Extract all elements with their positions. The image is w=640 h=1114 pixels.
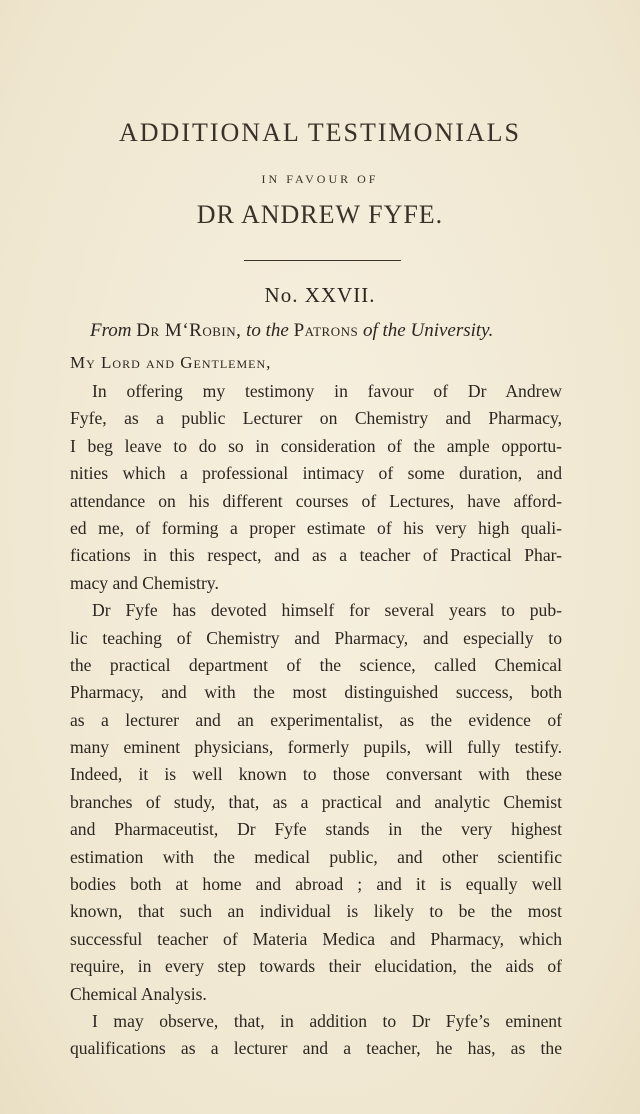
body-line: I may observe, that, in addition to Dr Fyfe’s eminent bbox=[92, 1010, 562, 1031]
body-line: Pharmacy, and with the most distinguished success, both bbox=[70, 682, 562, 703]
body-line: estimation with the medical public, and other scientific bbox=[70, 846, 562, 867]
from-word: From bbox=[90, 320, 132, 341]
recipient-patrons: Patrons bbox=[293, 320, 359, 341]
subject-name: DR ANDREW FYFE. bbox=[196, 200, 444, 229]
body-line: Dr Fyfe has devoted himself for several years to pub- bbox=[92, 600, 562, 621]
document-subtitle: IN FAVOUR OF bbox=[261, 172, 379, 186]
body-line: as a lecturer and an experimentalist, as the evidence of bbox=[70, 709, 562, 730]
author-name: Dr M‘Robin, bbox=[136, 320, 242, 341]
body-line: require, in every step towards their elucidation, the aids of bbox=[70, 956, 562, 977]
body-line: successful teacher of Materia Medica and Pharmacy, which bbox=[70, 928, 562, 949]
body-line: the practical department of the science, called Chemical bbox=[70, 654, 562, 675]
body-line: bodies both at home and abroad ; and it is equally well bbox=[70, 874, 562, 895]
body-line: Fyfe, as a public Lecturer on Chemistry and Pharmacy, bbox=[70, 408, 562, 429]
body-line: lic teaching of Chemistry and Pharmacy, and especially to bbox=[70, 627, 562, 648]
body-line: Chemical Analysis. bbox=[70, 983, 207, 1004]
body-line: nities which a professional intimacy of some duration, and bbox=[70, 463, 562, 484]
body-line: attendance on his different courses of Lectures, have afford- bbox=[70, 490, 562, 511]
letter-body bbox=[70, 378, 562, 1063]
title-divider bbox=[244, 260, 401, 261]
body-line: many eminent physicians, formerly pupils, will fully testify. bbox=[70, 737, 562, 758]
testimonial-number: No. XXVII. bbox=[264, 283, 376, 307]
body-line: and Pharmaceutist, Dr Fyfe stands in the very highest bbox=[70, 819, 562, 840]
body-line: branches of study, that, as a practical and analytic Chemist bbox=[70, 791, 562, 812]
body-line: I beg leave to do so in consideration of the ample opportu- bbox=[70, 435, 562, 456]
body-line: qualifications as a lecturer and a teacher, he has, as the bbox=[70, 1038, 562, 1059]
salutation: My Lord and Gentlemen, bbox=[70, 353, 272, 372]
body-line: Indeed, it is well known to those conversant with these bbox=[70, 764, 562, 785]
body-line: macy and Chemistry. bbox=[70, 572, 219, 593]
body-line: ed me, of forming a proper estimate of his very high quali- bbox=[70, 517, 562, 538]
from-line bbox=[90, 320, 493, 342]
body-line: known, that such an individual is likely to be the most bbox=[70, 901, 562, 922]
document-title: ADDITIONAL TESTIMONIALS bbox=[118, 118, 521, 147]
to-the-word: to the bbox=[246, 320, 289, 341]
body-line: In offering my testimony in favour of Dr Andrew bbox=[92, 381, 562, 401]
recipient-university: of the University. bbox=[362, 320, 494, 341]
body-line: fications in this respect, and as a teacher of Practical Phar- bbox=[70, 545, 562, 566]
